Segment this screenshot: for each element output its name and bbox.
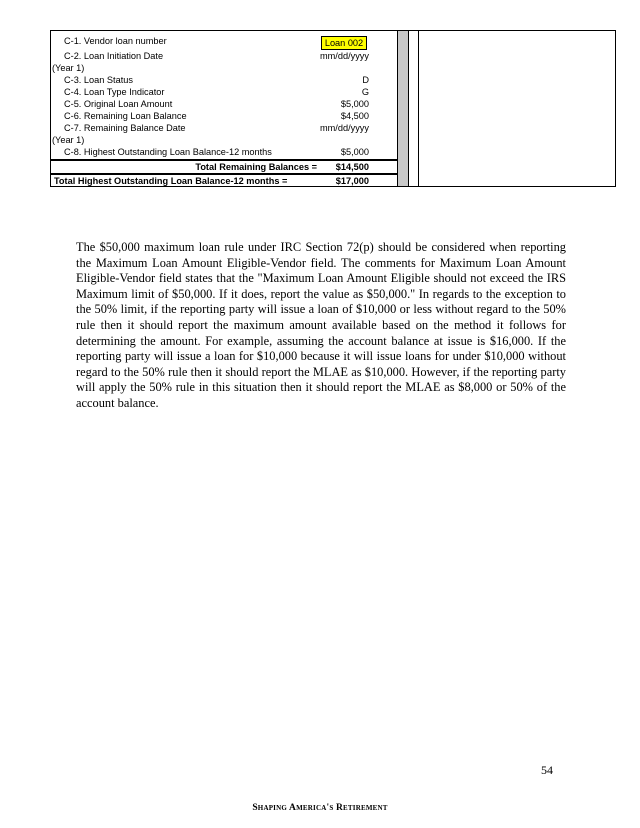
table-row: [51, 62, 397, 74]
row-label: C-6. Remaining Loan Balance: [64, 111, 187, 121]
table-row: [51, 98, 397, 110]
row-value: $5,000: [340, 147, 369, 157]
row-label: C-5. Original Loan Amount: [64, 99, 173, 109]
row-label: (Year 1): [52, 63, 85, 73]
row-label: (Year 1): [52, 135, 85, 145]
blank-column: [409, 31, 419, 186]
row-value: $4,500: [340, 111, 369, 121]
body-paragraph: The $50,000 maximum loan rule under IRC Section 72(p) should be considered when reporting the Maximum Loan Amount Eligible-Vendor field. The comments for Maximum Loan Amount Eligible-Vendor field states that the "Maximum Loan Amount Eligible should not exceed the IRS Maximum limit of $50,000. If it does, report the value as $50,000." In regards to the exception to the 50% limit, if the reporting party will issue a loan of $10,000 or less without regard to the 50% rule then it should report the maximum amount available based on the method it follows for determining the amount. For example, assuming the account balance at issue is $16,000. If the reporting party will issue a loan for $10,000 because it will issue loans for under $10,000 without regard to the 50% rule then it should report the MLAE as $10,000. However, if the reporting party will apply the 50% rule in this situation then it should report the MLAE as $8,000 or 50% of the account balance.: [76, 240, 566, 410]
total-highest-value: $17,000: [335, 176, 369, 186]
row-label: C-7. Remaining Balance Date: [64, 123, 186, 133]
total-remaining-label: Total Remaining Balances =: [195, 162, 317, 172]
vendor-loan-number-value: Loan 002: [321, 36, 367, 50]
total-highest-label: Total Highest Outstanding Loan Balance-12 months =: [54, 176, 288, 186]
row-label: C-2. Loan Initiation Date: [64, 51, 164, 61]
table-row: [51, 74, 397, 86]
row-label: C-4. Loan Type Indicator: [64, 87, 165, 97]
page-number: 54: [541, 763, 553, 777]
table-row: [51, 110, 397, 122]
total-highest-row: [51, 173, 397, 186]
table-row: [51, 134, 397, 146]
row-value: $5,000: [340, 99, 369, 109]
row-label: C-8. Highest Outstanding Loan Balance-12 months: [64, 147, 272, 157]
row-value: G: [361, 87, 369, 97]
row-value: mm/dd/yyyy: [319, 123, 369, 133]
row-value: mm/dd/yyyy: [319, 51, 369, 61]
row-label: C-3. Loan Status: [64, 75, 133, 85]
page-footer: Shaping America's Retirement: [252, 803, 388, 813]
loan-fields-panel: [51, 31, 397, 186]
shaded-divider-column: [397, 31, 409, 186]
total-remaining-row: [51, 159, 397, 172]
row-label: C-1. Vendor loan number: [64, 36, 167, 46]
loan-table: [50, 30, 616, 187]
table-row: [51, 50, 397, 62]
total-remaining-value: $14,500: [335, 162, 369, 172]
table-row: [51, 146, 397, 158]
table-row: [51, 86, 397, 98]
table-row: [51, 122, 397, 134]
row-value: D: [362, 75, 369, 85]
